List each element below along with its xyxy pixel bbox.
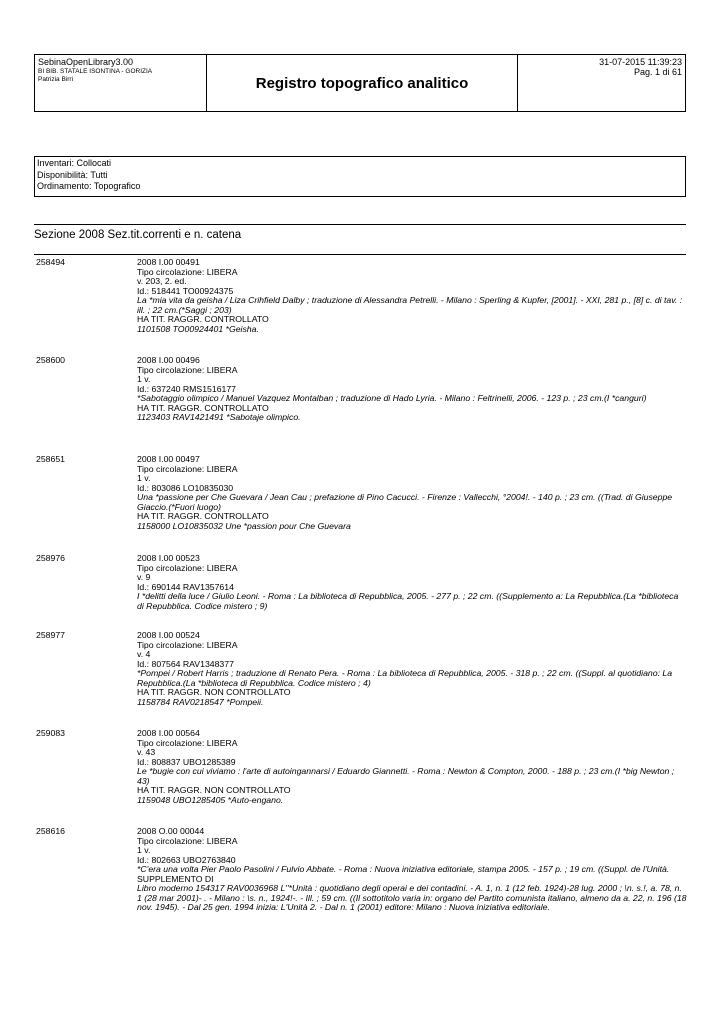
record-number: 259083 — [36, 728, 65, 738]
record-id: Id.: 808837 UBO1285389 — [137, 756, 236, 767]
collocation: 2008 I.00 00523 — [137, 553, 200, 563]
app-name: SebinaOpenLibrary3.00 — [38, 57, 134, 67]
bibliographic-description: I *delitti della luce / Giulio Leoni. - Roma : La biblioteca di Repubblica, 2005. - 277 p. ; 22 cm. ((Supplemento a: La Repubblica.(La *biblioteca di Repubblica. Codice mistero ; 9) — [137, 591, 679, 611]
filter-inventari: Inventari: Collocati — [37, 158, 112, 168]
bibliographic-description: Le *bugie con cui viviamo : l'arte di autoingannarsi / Eduardo Giannetti. - Roma : Newton & Compton, 2000. - 188 p. ; 23 cm.(I *big Newton ; 43) — [137, 766, 675, 786]
header-divider — [517, 55, 518, 111]
linked-title: 1159048 UBO1285405 *Auto-engano. — [137, 794, 284, 805]
record-id: Id.: 690144 RAV1357614 — [137, 581, 234, 592]
volume: 1 v. — [137, 473, 151, 483]
linked-title: 1123403 RAV1421491 *Sabotaje olimpico. — [137, 412, 301, 422]
bibliographic-description: Una *passione per Che Guevara / Jean Cau ; prefazione di Pino Cacucci. - Firenze : Vallecchi, °2004!. - 140 p. ; 23 cm. ((Trad. di Giuseppe Giaccio.(*Fuori luogo) — [137, 492, 673, 512]
volume: v. 203, 2. ed. — [137, 276, 187, 286]
record-number: 258976 — [36, 553, 65, 563]
grouping-status: HA TIT. RAGGR. CONTROLLATO — [137, 402, 269, 413]
linked-title: 1101508 TO00924401 *Geisha. — [137, 323, 259, 334]
record-id: Id.: 803086 LO10835030 — [137, 482, 234, 493]
collocation: 2008 I.00 00496 — [137, 355, 200, 365]
linked-title: 1158000 LO10835032 Une *passion pour Che Guevara — [137, 520, 351, 531]
library-name: BI BIB. STATALE ISONTINA - GORIZIA — [38, 68, 153, 75]
volume: 1 v. — [137, 845, 151, 855]
record-number: 258616 — [36, 826, 65, 836]
circulation-type: Tipo circolazione: LIBERA — [137, 463, 238, 474]
record-id: Id.: 518441 TO00924375 — [137, 285, 234, 296]
grouping-status: HA TIT. RAGGR. CONTROLLATO — [137, 314, 269, 324]
record-number: 258977 — [36, 630, 65, 640]
volume: v. 9 — [137, 572, 151, 582]
record-number: 258494 — [36, 257, 65, 267]
page-number: Pag. 1 di 61 — [633, 67, 682, 77]
bibliographic-description: *Pompei / Robert Harris ; traduzione di Renato Pera. - Roma : La biblioteca di Repubblica, 2005. - 318 p. ; 22 cm. ((Suppl. al quotidiano: La Repubblica.(La *biblioteca di Repubblica. Codice mistero ; 4) — [137, 668, 673, 688]
grouping-status: HA TIT. RAGGR. NON CONTROLLATO — [137, 785, 291, 795]
collocation: 2008 O.00 00044 — [137, 826, 205, 836]
collocation: 2008 I.00 00491 — [137, 257, 200, 267]
circulation-type: Tipo circolazione: LIBERA — [137, 266, 238, 277]
filter-disponibilita: Disponibilità: Tutti — [37, 169, 108, 180]
report-header — [34, 54, 686, 112]
volume: 1 v. — [137, 374, 151, 384]
collocation: 2008 I.00 00524 — [137, 630, 200, 640]
record-number: 258651 — [36, 454, 65, 464]
volume: v. 4 — [137, 649, 151, 659]
bibliographic-description: La *mia vita da geisha / Liza Crihfield Dalby ; traduzione di Alessandra Petrelli. - Milano : Sperling & Kupfer, [2001]. - XXI, 281 p., [8] c. di tav. : ill. ; 22 cm.(*Saggi ; 203) — [137, 295, 683, 315]
filter-ordinamento: Ordinamento: Topografico — [37, 181, 141, 191]
circulation-type: Tipo circolazione: LIBERA — [137, 639, 238, 650]
record-number: 258600 — [36, 355, 65, 365]
circulation-type: Tipo circolazione: LIBERA — [137, 562, 238, 573]
linked-title: 1158784 RAV0218547 *Pompeii. — [137, 696, 264, 707]
grouping-status: HA TIT. RAGGR. CONTROLLATO — [137, 511, 269, 521]
circulation-type: Tipo circolazione: LIBERA — [137, 737, 238, 748]
bibliographic-description: *C'era una volta Pier Paolo Pasolini / Fulvio Abbate. - Roma : Nuova iniziativa editoriale, stampa 2005. - 157 p. ; 19 cm. ((Suppl. de l'Unità. — [137, 864, 670, 874]
circulation-type: Tipo circolazione: LIBERA — [137, 835, 238, 846]
volume: v. 43 — [137, 747, 156, 757]
circulation-type: Tipo circolazione: LIBERA — [137, 364, 238, 375]
record-id: Id.: 637240 RMS1516177 — [137, 383, 237, 394]
collocation: 2008 I.00 00497 — [137, 454, 200, 464]
section-title: Sezione 2008 Sez.tit.correnti e n. catena — [34, 229, 242, 241]
grouping-status: SUPPLEMENTO DI — [137, 873, 214, 884]
grouping-status: HA TIT. RAGGR. NON CONTROLLATO — [137, 687, 291, 697]
collocation: 2008 I.00 00564 — [137, 728, 200, 738]
record-id: Id.: 807564 RAV1348377 — [137, 658, 234, 669]
linked-title: Libro moderno 154317 RAV0036968 L''*Unità : quotidiano degli operai e dei contadini. - A. 1, n. 1 (12 feb. 1924)-28 lug. 2000 ; \n. s.!, a. 78, n. 1 (28 mar 2001)- . - Milano : \s. n., 1924!-. - Ill. ; 59 cm. ((Il sottotitolo varia in: organo del Partito comunista italiano, almeno da a. 22, n. 196 (18 nov. 1945). - Dal 25 gen. 1994 inizia: L'Unità 2. - Dal n. 1 (2001) editore: Milano : Nuova iniziativa editoriale. — [137, 883, 687, 912]
report-datetime: 31-07-2015 11:39:23 — [599, 57, 682, 67]
section-heading — [34, 224, 686, 255]
user-name: Patrizia Birri — [38, 76, 74, 83]
bibliographic-description: *Sabotaggio olimpico / Manuel Vazquez Montalban ; traduzione di Hado Lyria. - Milano : Feltrinelli, 2006. - 123 p. ; 23 cm.(I *canguri) — [137, 393, 647, 403]
record-id: Id.: 802663 UBO2763840 — [137, 854, 236, 865]
report-title: Registro topografico analitico — [255, 74, 469, 92]
filter-box — [34, 156, 686, 197]
